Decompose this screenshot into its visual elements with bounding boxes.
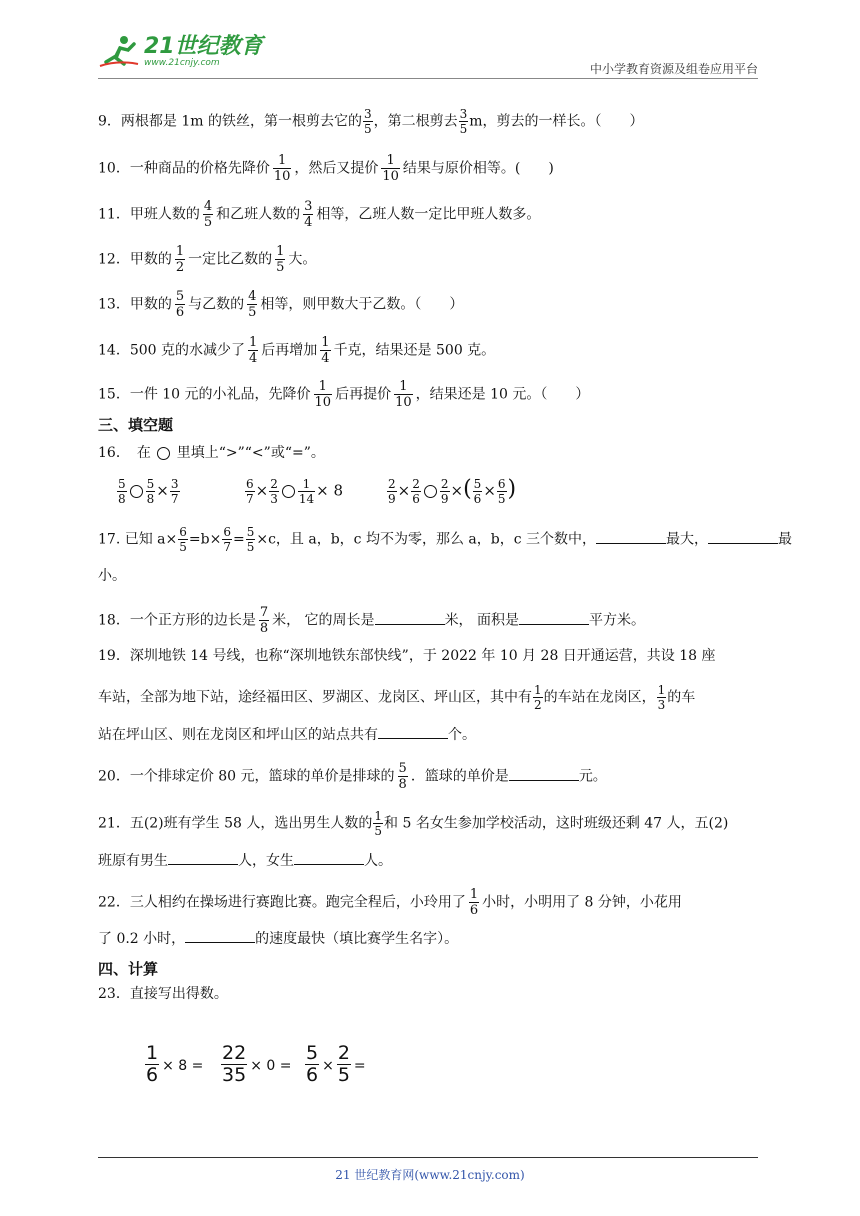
fraction: $\frac{1}{10}$ bbox=[273, 153, 291, 184]
answer-blank[interactable] bbox=[596, 529, 666, 544]
fraction: $\frac{5}{5}$ bbox=[246, 525, 255, 554]
fraction: $\frac{5}{6}$ bbox=[473, 477, 482, 506]
fraction: $\frac{1}{10}$ bbox=[382, 153, 399, 184]
fraction: $\frac{3}{5}$ bbox=[364, 107, 372, 136]
fraction: $\frac{22}{35}$ bbox=[222, 1042, 247, 1086]
comparison-expression-1: $\frac{5}{8}$ $\frac{5}{8}$ × $\frac{3}{7}$ bbox=[118, 477, 179, 506]
fraction: $\frac{5}{8}$ bbox=[118, 477, 126, 506]
fraction: $\frac{4}{5}$ bbox=[248, 289, 257, 320]
comparison-circle-icon bbox=[157, 447, 170, 460]
page-header bbox=[98, 28, 758, 80]
answer-blank[interactable] bbox=[294, 850, 364, 865]
calc-item-2: $\frac{22}{35}$ × 0 = bbox=[222, 1042, 292, 1086]
question-19-line2: 车站，全部为地下站，途经福田区、罗湖区、龙岗区、坪山区，其中有 $\frac{1}{2}$ 的车站在龙岗区， $\frac{1}{3}$ 的车 bbox=[98, 683, 696, 712]
fraction: $\frac{3}{5}$ bbox=[459, 107, 468, 136]
fraction: $\frac{2}{9}$ bbox=[440, 477, 449, 506]
question-13: 13．甲数的 $\frac{5}{6}$ 与乙数的 $\frac{4}{5}$ 相等，则甲数大于乙数。（ ） bbox=[98, 289, 464, 320]
question-10: 10．一种商品的价格先降价 $\frac{1}{10}$ ，然后又提价 $\frac{1}{10}$ 结果与原价相等。( ) bbox=[98, 153, 554, 184]
fraction: $\frac{1}{10}$ bbox=[395, 379, 412, 410]
fraction: $\frac{3}{4}$ bbox=[304, 199, 313, 230]
question-23: 23．直接写出得数。 bbox=[98, 986, 228, 1002]
question-17: 17. 已知 a× $\frac{6}{5}$ =b× $\frac{6}{7}$ = $\frac{5}{5}$ ×c，且 a，b，c 均不为零，那么 a，b，c 三个数中， 最大， 最 bbox=[98, 525, 793, 554]
comparison-expression-3: $\frac{2}{9}$ × $\frac{2}{6}$ $\frac{2}{9}$ ×( $\frac{5}{6}$ × $\frac{6}{5}$ ) bbox=[388, 476, 517, 506]
fraction: $\frac{1}{4}$ bbox=[321, 335, 330, 366]
fraction: $\frac{1}{2}$ bbox=[534, 683, 542, 712]
logo bbox=[98, 34, 263, 70]
fraction: $\frac{1}{5}$ bbox=[276, 244, 285, 275]
fraction: $\frac{1}{3}$ bbox=[657, 683, 666, 712]
question-16: 16． 在 里填上“>”“<”或“=”。 bbox=[98, 445, 325, 461]
question-9: 9．两根都是 1m 的铁丝，第一根剪去它的 $\frac{3}{5}$ ，第二根剪去 $\frac{3}{5}$ m，剪去的一样长。（ ） bbox=[98, 107, 644, 136]
question-21: 21．五(2)班有学生 58 人，选出男生人数的 $\frac{1}{5}$ 和 5 名女生参加学校活动，这时班级还剩 47 人，五(2) bbox=[98, 809, 729, 838]
section-title-calculation: 四、计算 bbox=[98, 960, 159, 978]
section-title-fill-blanks: 三、填空题 bbox=[98, 416, 174, 434]
fraction: $\frac{6}{7}$ bbox=[223, 525, 231, 554]
answer-blank[interactable] bbox=[519, 610, 589, 625]
fraction: $\frac{2}{3}$ bbox=[270, 477, 278, 506]
question-22: 22．三人相约在操场进行赛跑比赛。跑完全程后，小玲用了 $\frac{1}{6}$ 小时，小明用了 8 分钟，小花用 bbox=[98, 887, 682, 918]
question-21-line2: 班原有男生 人，女生 人。 bbox=[98, 850, 392, 871]
fraction: $\frac{5}{6}$ bbox=[175, 289, 185, 320]
fraction: $\frac{6}{7}$ bbox=[246, 477, 254, 506]
answer-blank[interactable] bbox=[509, 766, 579, 781]
fraction: $\frac{1}{2}$ bbox=[175, 244, 185, 275]
question-19-line1: 19．深圳地铁 14 号线，也称“深圳地铁东部快线”，于 2022 年 10 月 28 日开通运营，共设 18 座 bbox=[98, 648, 716, 664]
question-18: 18．一个正方形的边长是 $\frac{7}{8}$ 米， 它的周长是 米， 面积是 平方米。 bbox=[98, 605, 646, 636]
header-divider bbox=[98, 78, 758, 79]
comparison-circle-icon bbox=[282, 485, 295, 498]
platform-label: 中小学教育资源及组卷应用平台 bbox=[589, 62, 758, 76]
question-11: 11．甲班人数的 $\frac{4}{5}$ 和乙班人数的 $\frac{3}{4}$ 相等，乙班人数一定比甲班人数多。 bbox=[98, 199, 541, 230]
question-19-line3: 站在坪山区、则在龙岗区和坪山区的站点共有 个。 bbox=[98, 724, 476, 745]
calc-item-3: $\frac{5}{6}$ × $\frac{2}{5}$ = bbox=[306, 1042, 366, 1086]
calc-item-1: $\frac{1}{6}$ × 8 = bbox=[146, 1042, 204, 1086]
fraction: $\frac{2}{9}$ bbox=[388, 477, 396, 506]
fraction: $\frac{5}{6}$ bbox=[306, 1042, 319, 1086]
fraction: $\frac{2}{5}$ bbox=[337, 1042, 350, 1086]
answer-blank[interactable] bbox=[185, 928, 255, 943]
runner-logo-icon bbox=[98, 34, 140, 70]
answer-blank[interactable] bbox=[375, 610, 445, 625]
comparison-circle-icon bbox=[130, 485, 143, 498]
footer-divider bbox=[98, 1157, 758, 1158]
fraction: $\frac{1}{4}$ bbox=[249, 335, 258, 366]
fraction: $\frac{1}{5}$ bbox=[374, 809, 383, 838]
fraction: $\frac{3}{7}$ bbox=[170, 477, 179, 506]
fraction: $\frac{6}{5}$ bbox=[497, 477, 506, 506]
fraction: $\frac{1}{6}$ bbox=[469, 887, 479, 918]
logo-url: www.21cnjy.com bbox=[144, 57, 220, 68]
question-22-line2: 了 0.2 小时， 的速度最快（填比赛学生名字）。 bbox=[98, 928, 458, 949]
fraction: $\frac{2}{6}$ bbox=[412, 477, 420, 506]
footer-text: 21 世纪教育网(www.21cnjy.com) bbox=[335, 1168, 525, 1182]
comparison-circle-icon bbox=[424, 485, 437, 498]
fraction: $\frac{6}{5}$ bbox=[179, 525, 187, 554]
question-12: 12．甲数的 $\frac{1}{2}$ 一定比乙数的 $\frac{1}{5}$ 大。 bbox=[98, 244, 317, 275]
fraction: $\frac{1}{10}$ bbox=[314, 379, 332, 410]
fraction: $\frac{1}{14}$ bbox=[298, 477, 315, 506]
fraction: $\frac{5}{8}$ bbox=[146, 477, 155, 506]
fraction: $\frac{5}{8}$ bbox=[398, 761, 407, 792]
fraction: $\frac{7}{8}$ bbox=[259, 605, 269, 636]
answer-blank[interactable] bbox=[168, 850, 238, 865]
question-14: 14．500 克的水减少了 $\frac{1}{4}$ 后再增加 $\frac{1}{4}$ 千克，结果还是 500 克。 bbox=[98, 335, 496, 366]
fraction: $\frac{1}{6}$ bbox=[146, 1042, 159, 1086]
logo-title: 21世纪教育 bbox=[144, 33, 263, 59]
comparison-expression-2: $\frac{6}{7}$ × $\frac{2}{3}$ $\frac{1}{14}$ × 8 bbox=[246, 477, 344, 506]
question-15: 15．一件 10 元的小礼品，先降价 $\frac{1}{10}$ 后再提价 $\frac{1}{10}$ ，结果还是 10 元。（ ） bbox=[98, 379, 590, 410]
question-20: 20．一个排球定价 80 元，篮球的单价是排球的 $\frac{5}{8}$ ．篮球的单价是 元。 bbox=[98, 761, 607, 792]
question-17-line2: 小。 bbox=[98, 568, 126, 584]
fraction: $\frac{4}{5}$ bbox=[203, 199, 213, 230]
answer-blank[interactable] bbox=[708, 529, 778, 544]
answer-blank[interactable] bbox=[378, 724, 448, 739]
